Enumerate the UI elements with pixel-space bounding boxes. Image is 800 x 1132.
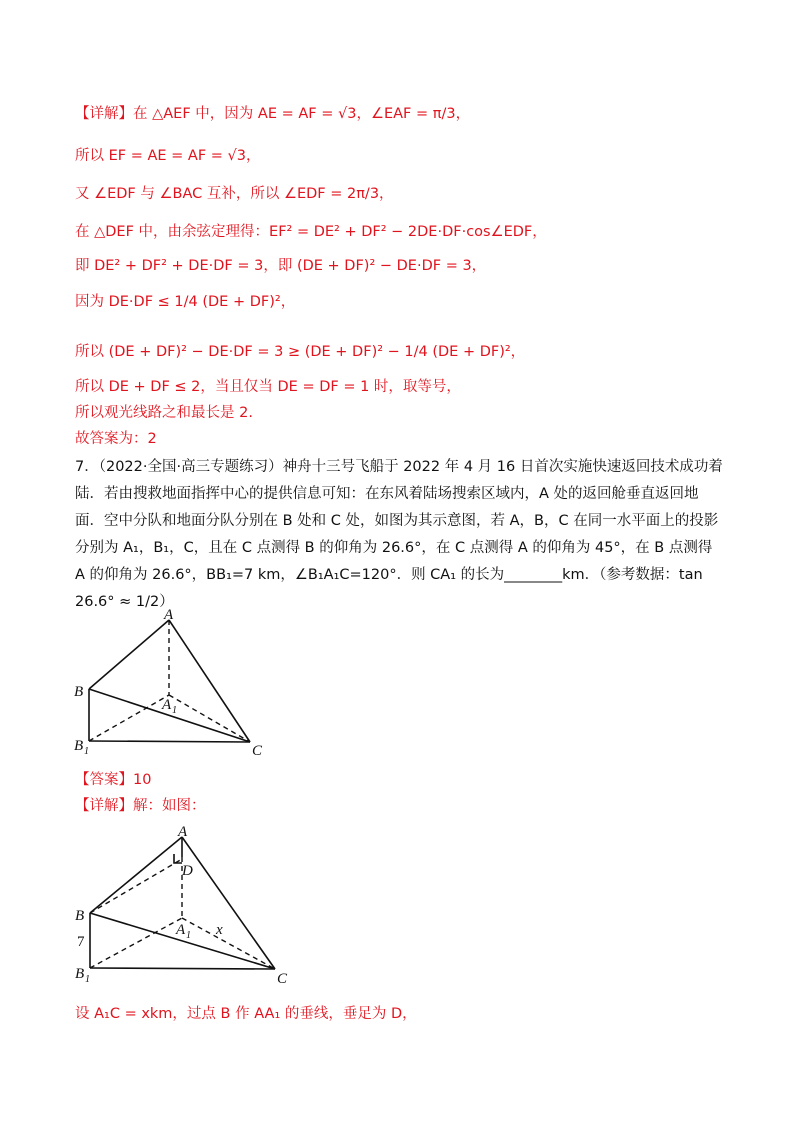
- fig1-label-a1-sub: 1: [172, 705, 177, 716]
- fig1-label-c: C: [252, 743, 263, 759]
- answer-line: 【答案】10: [75, 772, 152, 788]
- detail-line-8: 所以 DE + DF ≤ 2，当且仅当 DE = DF = 1 时，取等号，: [75, 379, 461, 395]
- setup-line: 设 A₁C = xkm，过点 B 作 AA₁ 的垂线，垂足为 D，: [75, 1006, 417, 1022]
- problem-7-text: 7．（2022·全国·高三专题练习）神舟十三号飞船于 2022 年 4 月 16 日首次实施快速返回技术成功着陆．若由搜救地面指挥中心的提供信息可知：在东风着陆场搜索区域内，A 处的返回舱垂直返回地面．空中分队和地面分队分别在 B 处和 C 处，如图为其示意图，若 A，B，C 在同一水平面上的投影分别为 A₁，B₁，C，且在 C 点测得 B 的仰角为 26.6°，在 C 点测得 A 的仰角为 45°，在 B 点测得 A 的仰角为 26.6°，BB₁=7 km，∠B₁A₁C=120°．则 CA₁ 的长为________km．（参考数据：tan 26.6° ≈ 1/2）: [75, 459, 723, 610]
- fig2-label-b1-sub: 1: [85, 974, 90, 985]
- fig1-label-b1: B: [74, 738, 84, 754]
- fig2-label-a1: A: [176, 922, 186, 938]
- fig2-label-c: C: [277, 971, 288, 987]
- figure-2: [70, 822, 300, 992]
- detail-line-6: 因为 DE·DF ≤ 1/4 (DE + DF)²，: [75, 294, 296, 310]
- detail-line-3: 又 ∠EDF 与 ∠BAC 互补，所以 ∠EDF = 2π/3，: [75, 186, 394, 202]
- fig2-label-a: A: [178, 824, 188, 840]
- fig1-label-b1-sub: 1: [84, 746, 89, 757]
- detail-line-5: 即 DE² + DF² + DE·DF = 3，即 (DE + DF)² − DE·DF = 3，: [75, 258, 487, 274]
- fig1-label-a1: A: [162, 697, 172, 713]
- detail-line-2: 所以 EF = AE = AF = √3，: [75, 148, 261, 164]
- fig2-label-x: x: [216, 922, 223, 938]
- detail-line-9: 所以观光线路之和最长是 2.: [75, 405, 253, 421]
- fig2-label-b: B: [75, 908, 85, 924]
- detail-line-1: 【详解】在 △AEF 中，因为 AE = AF = √3，∠EAF = π/3，: [75, 106, 471, 122]
- fig2-label-seven: 7: [77, 934, 85, 950]
- fig2-label-b1: B: [75, 966, 85, 982]
- detail-heading: 【详解】解：如图：: [75, 798, 206, 814]
- fig1-label-a: A: [164, 607, 174, 623]
- fig1-label-b: B: [74, 684, 84, 700]
- fig2-label-d: D: [182, 863, 193, 879]
- detail-line-7: 所以 (DE + DF)² − DE·DF = 3 ≥ (DE + DF)² − 1/4 (DE + DF)²，: [75, 344, 526, 360]
- detail-line-10: 故答案为：2: [75, 431, 157, 447]
- fig2-label-a1-sub: 1: [186, 930, 191, 941]
- detail-line-4: 在 △DEF 中，由余弦定理得：EF² = DE² + DF² − 2DE·DF·cos∠EDF，: [75, 224, 547, 240]
- figure-1: [70, 605, 280, 765]
